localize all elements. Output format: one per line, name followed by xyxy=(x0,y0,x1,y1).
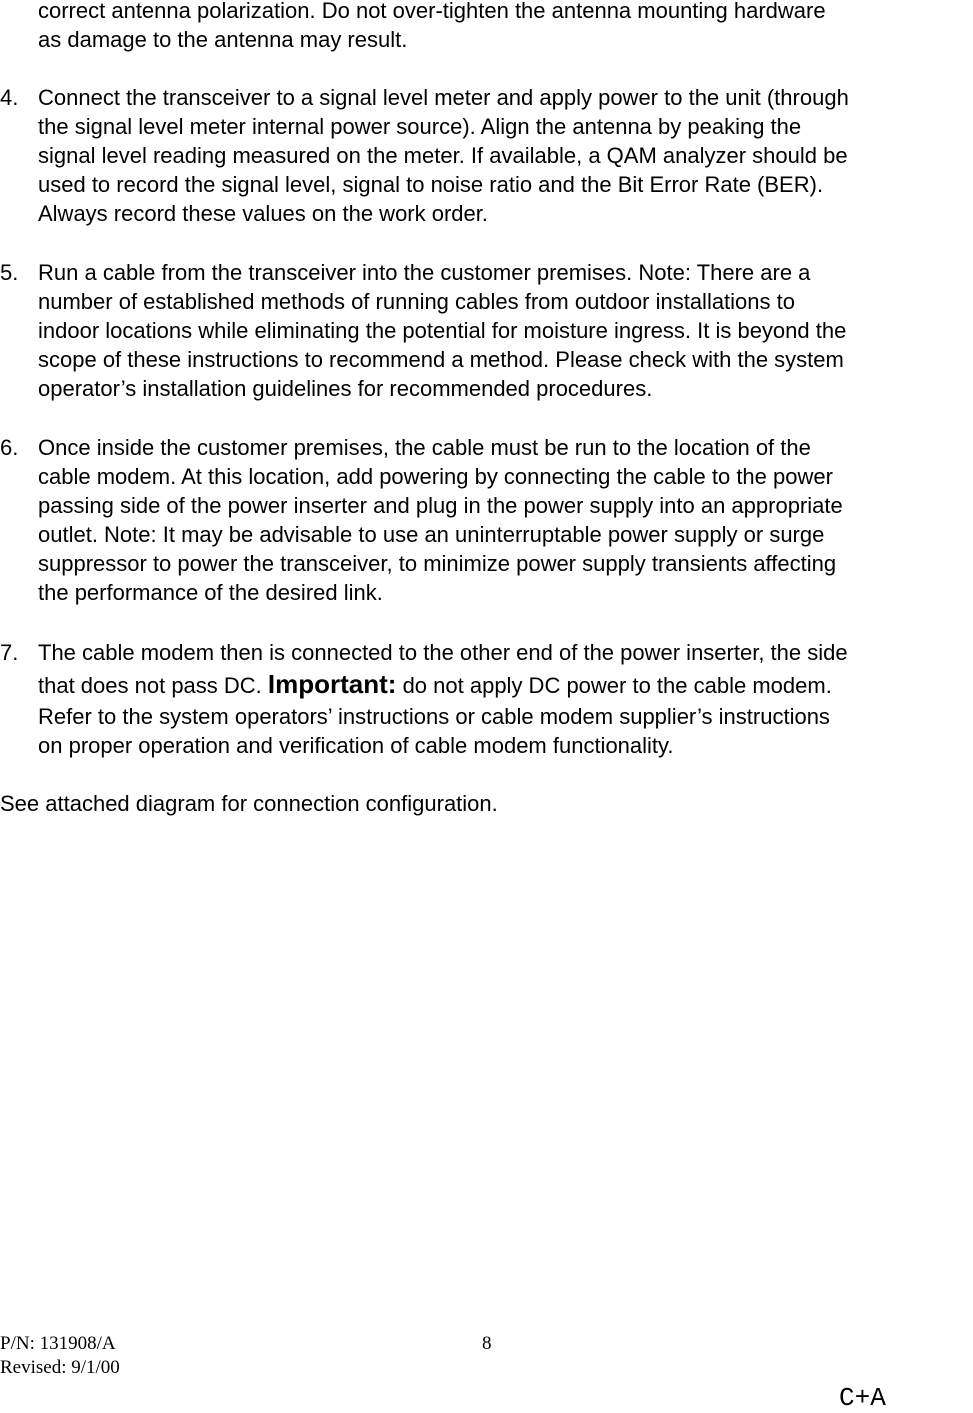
company-logo: C+A xyxy=(839,1383,886,1413)
intro-line: correct antenna polarization. Do not over-tighten the antenna mounting hardware xyxy=(38,0,826,23)
step-line: Run a cable from the transceiver into the customer premises. Note: There are a xyxy=(38,260,811,285)
step-line: the performance of the desired link. xyxy=(38,580,383,605)
step-line: scope of these instructions to recommend a method. Please check with the system xyxy=(38,347,844,372)
page-number: 8 xyxy=(482,1333,492,1354)
step-line-text: do not apply DC power to the cable modem. xyxy=(396,673,832,698)
step-line: used to record the signal level, signal to noise ratio and the Bit Error Rate (BER). xyxy=(38,172,824,197)
part-number: P/N: 131908/A xyxy=(0,1333,116,1354)
intro-line: as damage to the antenna may result. xyxy=(38,27,408,52)
step-line: Connect the transceiver to a signal level meter and apply power to the unit (through xyxy=(38,85,849,110)
step-line: operator’s installation guidelines for recommended procedures. xyxy=(38,376,653,401)
step-line: The cable modem then is connected to the other end of the power inserter, the side xyxy=(38,640,848,665)
step-line: cable modem. At this location, add powering by connecting the cable to the power xyxy=(38,464,833,489)
step-line-with-emphasis xyxy=(38,670,832,700)
step-line: on proper operation and verification of cable modem functionality. xyxy=(38,733,674,758)
step-line: Refer to the system operators’ instructions or cable modem supplier’s instructions xyxy=(38,704,830,729)
step-number: 4. xyxy=(0,85,19,110)
step-number: 5. xyxy=(0,260,19,285)
step-line: passing side of the power inserter and plug in the power supply into an appropriate xyxy=(38,493,843,518)
step-line: the signal level meter internal power source). Align the antenna by peaking the xyxy=(38,114,802,139)
step-line: suppressor to power the transceiver, to minimize power supply transients affecting xyxy=(38,551,837,576)
important-label: Important: xyxy=(267,669,397,699)
step-number: 7. xyxy=(0,640,19,665)
step-line: Once inside the customer premises, the cable must be run to the location of the xyxy=(38,435,811,460)
step-line: indoor locations while eliminating the potential for moisture ingress. It is beyond the xyxy=(38,318,847,343)
step-number: 6. xyxy=(0,435,19,460)
step-line: number of established methods of running cables from outdoor installations to xyxy=(38,289,795,314)
step-line: Always record these values on the work order. xyxy=(38,201,489,226)
step-line: signal level reading measured on the meter. If available, a QAM analyzer should be xyxy=(38,143,848,168)
revised-date: Revised: 9/1/00 xyxy=(0,1357,120,1378)
closing-line: See attached diagram for connection configuration. xyxy=(0,791,498,816)
step-line: outlet. Note: It may be advisable to use an uninterruptable power supply or surge xyxy=(38,522,825,547)
step-line-text: that does not pass DC. xyxy=(38,673,268,698)
